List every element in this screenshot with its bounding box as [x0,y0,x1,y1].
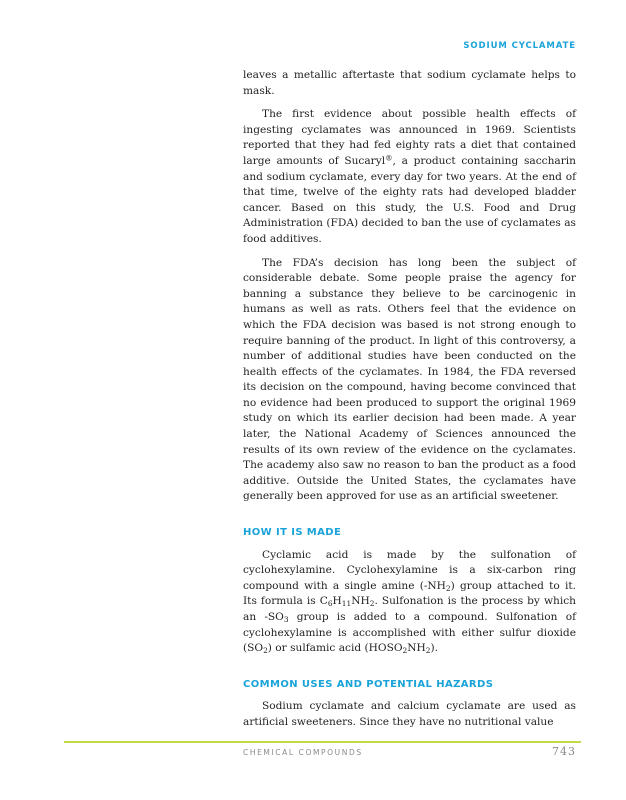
paragraph: leaves a metallic aftertaste that sodium cyclamate helps to mask. [243,69,576,97]
text-run: ) group attached to it. Its formula is C [243,579,576,608]
text-run: . Sulfonation is the process by which an -SO [243,595,576,623]
running-head: SODIUM CYCLAMATE [463,41,576,51]
text-run: NH [407,642,426,655]
subscript: 3 [283,614,289,624]
subscript: 2 [402,646,408,656]
text-run: Cyclamic acid is made by the sulfonation of cyclohexylamine. Cyclohexylamine is a six-carbon ring compound with a single amine (-NH [243,548,576,592]
subscript: 2 [445,583,451,593]
subscript: 6 [327,599,333,609]
text-run: group is added to a compound. Sulfonation of cyclohexylamine is accomplished with either sulfur dioxide (SO [243,611,576,655]
paragraph: The FDA’s decision has long been the subject of considerable debate. Some people praise the agency for banning a substance they believe to be carcinogenic in humans as well as rats. Others feel that the evidence on which the FDA decision was based is not strong enough to require banning of the product. In light of this controversy, a number of additional studies have been conducted on the health effects of the cyclamates. In 1984, the FDA reversed its decision on the compound, having become convinced that no evidence had been produced to support the original 1969 study on which its earlier decision had been made. A year later, the National Academy of Sciences announced the results of its own review of the evidence on the cyclamates. The academy also saw no reason to ban the product as a food additive. Outside the United States, the cyclamates have generally been approved for use as an artificial sweetener. [243,256,576,503]
paragraph [243,548,576,657]
body-text [243,68,576,739]
text-run: NH [351,595,370,608]
text-run: The first evidence about possible health effects of ingesting cyclamates was announced in 1969. Scientists reported that they had fed eighty rats a diet that contained large amounts of Sucaryl [243,108,576,167]
subscript: 2 [369,599,375,609]
text-run: ) or sulfamic acid (HOSO [267,642,403,655]
subscript: 2 [263,646,268,656]
footer-rule [64,741,581,743]
paragraph [243,107,576,247]
footer-book-title: CHEMICAL COMPOUNDS [243,748,363,757]
subscript: 2 [425,646,431,656]
subscript: 11 [341,599,352,609]
registered-mark: ® [385,153,393,163]
text-run: , a product containing saccharin and sodium cyclamate, every day for two years. At the end of that time, twelve of the eighty rats had developed bladder cancer. Based on this study, the U.S. Food and Drug Administration (FDA) decided to ban the use of cyclamates as food additives. [243,154,576,245]
paragraph: Sodium cyclamate and calcium cyclamate are used as artificial sweeteners. Since they have no nutritional value [243,700,576,728]
page-number: 743 [552,745,576,758]
text-run: ). [430,642,438,655]
text-run: H [332,595,342,608]
section-heading: COMMON USES AND POTENTIAL HAZARDS [243,678,494,690]
section-heading: HOW IT IS MADE [243,527,342,539]
